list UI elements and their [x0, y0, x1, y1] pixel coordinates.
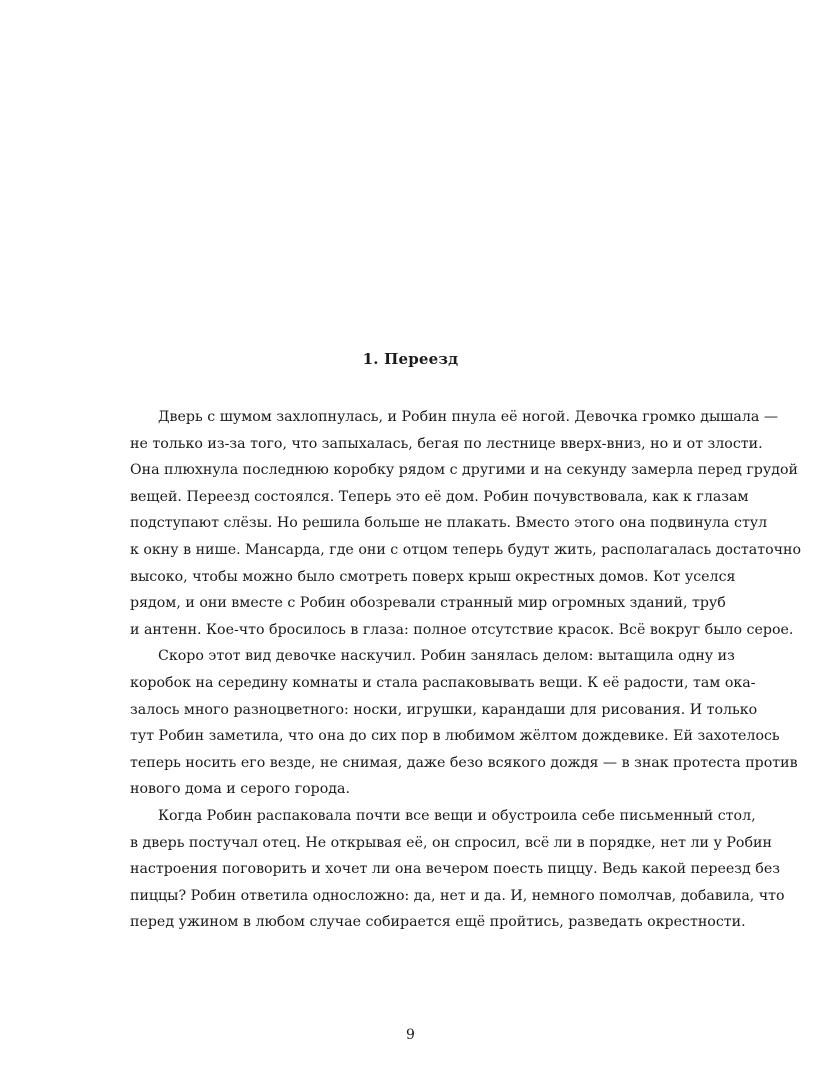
text-line: коробок на середину комнаты и стала распаковывать вещи. К её радости, там ока- — [130, 674, 756, 691]
text-line: Дверь с шумом захлопнулась, и Робин пнула её ногой. Девочка громко дышала — — [158, 409, 779, 425]
text-line: теперь носить его везде, не снимая, даже безо всякого дождя — в знак протеста против — [130, 754, 798, 771]
text-line: Когда Робин распаковала почти все вещи и обустроила себе письменный стол, — [158, 807, 756, 824]
text-line: не только из-за того, что запыхалась, бегая по лестнице вверх-вниз, но и от злости. — [130, 435, 763, 452]
text-line: рядом, и они вместе с Робин обозревали странный мир огромных зданий, труб — [130, 595, 726, 612]
text-line: высоко, чтобы можно было смотреть поверх крыш окрестных домов. Кот уселся — [130, 568, 736, 585]
text-line: настроения поговорить и хочет ли она вечером поесть пиццу. Ведь какой переезд без — [130, 861, 780, 878]
text-line: Скоро этот вид девочке наскучил. Робин занялась делом: вытащила одну из — [158, 648, 735, 665]
page-number: 9 — [406, 1027, 415, 1043]
text-line: к окну в нише. Мансарда, где они с отцом теперь будут жить, располагалась достаточно — [130, 541, 801, 558]
text-line: тут Робин заметила, что она до сих пор в любимом жёлтом дождевике. Ей захотелось — [130, 728, 780, 745]
text-line: нового дома и серого города. — [130, 781, 351, 798]
text-line: пиццы? Робин ответила односложно: да, нет и да. И, немного помолчав, добавила, что — [130, 887, 785, 904]
text-line: Она плюхнула последнюю коробку рядом с другими и на секунду замерла перед грудой — [130, 462, 798, 479]
chapter-title: 1. Переезд — [362, 350, 459, 368]
text-line: вещей. Переезд состоялся. Теперь это её дом. Робин почувствовала, как к глазам — [130, 488, 749, 505]
text-line: в дверь постучал отец. Не открывая её, он спросил, всё ли в порядке, нет ли у Робин — [130, 834, 772, 851]
body-text — [130, 404, 801, 936]
text-line: залось много разноцветного: носки, игрушки, карандаши для рисования. И только — [130, 701, 758, 718]
text-line: подступают слёзы. Но решила больше не плакать. Вместо этого она подвинула стул — [130, 515, 768, 532]
text-line: и антенн. Кое-что бросилось в глаза: полное отсутствие красок. Всё вокруг было серое. — [130, 621, 794, 638]
text-line: перед ужином в любом случае собирается ещё пройтись, разведать окрестности. — [130, 914, 746, 931]
